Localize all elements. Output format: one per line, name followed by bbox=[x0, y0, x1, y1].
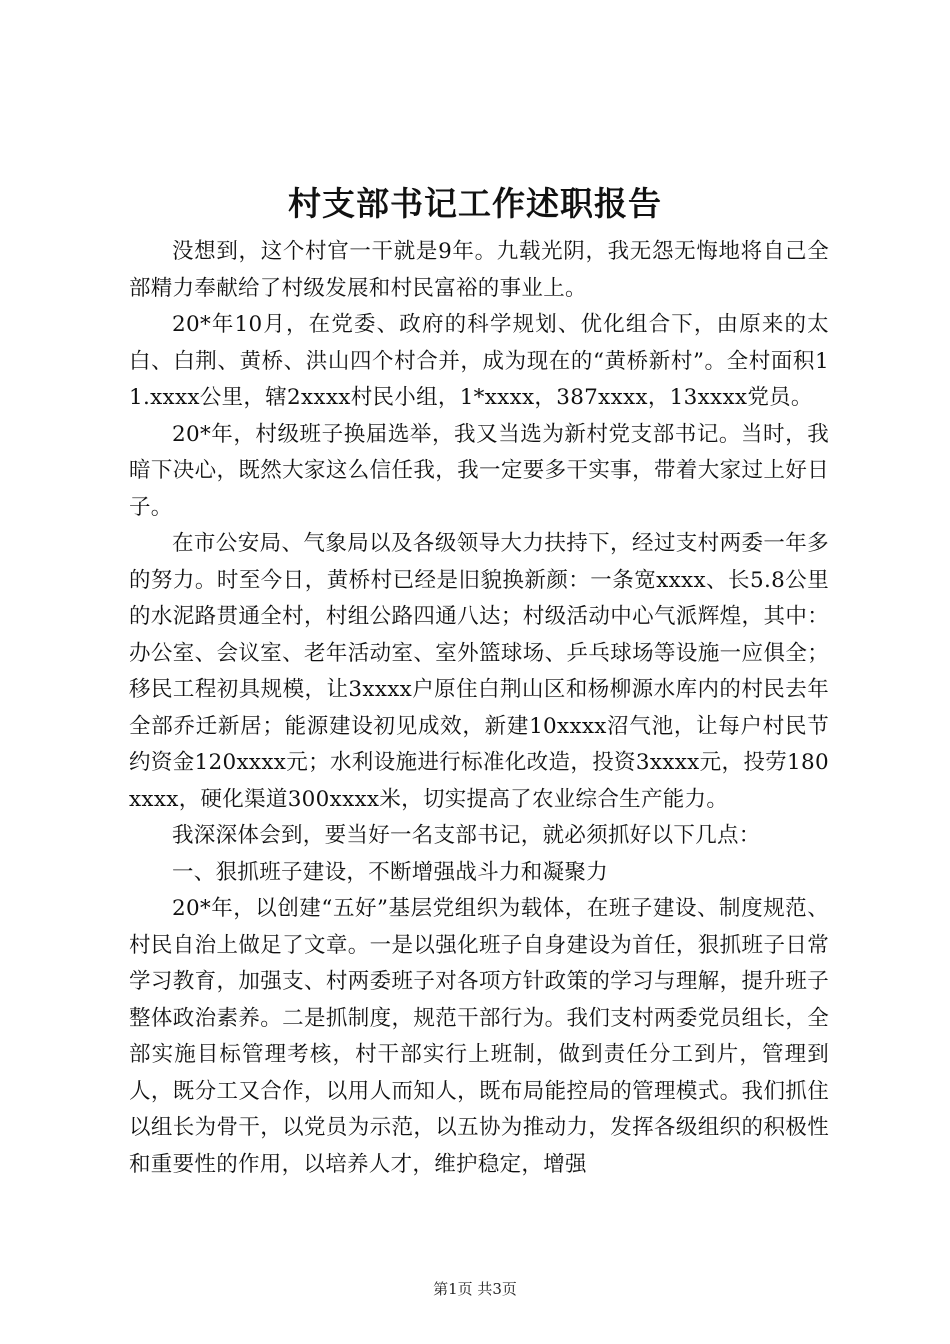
paragraph-3: 20*年，村级班子换届选举，我又当选为新村党支部书记。当时，我暗下决心，既然大家这么信任我，我一定要多干实事，带着大家过上好日子。 bbox=[129, 421, 829, 520]
page-footer: 第1页 共3页 bbox=[433, 1280, 517, 1298]
paragraph-6: 20*年，以创建“五好”基层党组织为载体，在班子建设、制度规范、村民自治上做足了文章。一是以强化班子自身建设为首任，狠抓班子日常学习教育，加强支、村两委班子对各项方针政策的学习与理解，提升班子整体政治素养。二是抓制度，规范干部行为。我们支村两委党员组长，全部实施目标管理考核，村干部实行上班制，做到责任分工到片，管理到人，既分工又合作，以用人而知人，既布局能控局的管理模式。我们抓住以组长为骨干，以党员为示范，以五协为推动力，发挥各级组织的积极性和重要性的作用，以培养人才，维护稳定，增强 bbox=[129, 896, 829, 1177]
document-title: 村支部书记工作述职报告 bbox=[288, 184, 662, 223]
paragraph-2: 20*年10月，在党委、政府的科学规划、优化组合下，由原来的太白、白荆、黄桥、洪山四个村合并，成为现在的“黄桥新村”。全村面积11.xxxx公里，辖2xxxx村民小组，1*xxxx，387xxxx，13xxxx党员。 bbox=[129, 312, 829, 410]
paragraph-5: 我深深体会到，要当好一名支部书记，就必须抓好以下几点： bbox=[172, 823, 761, 848]
document-body bbox=[129, 234, 829, 1183]
paragraph-1: 没想到，这个村官一干就是9年。九载光阴，我无怨无悔地将自己全部精力奉献给了村级发展和村民富裕的事业上。 bbox=[129, 239, 829, 301]
paragraph-4: 在市公安局、气象局以及各级领导大力扶持下，经过支村两委一年多的努力。时至今日，黄桥村已经是旧貌换新颜：一条宽xxxx、长5.8公里的水泥路贯通全村，村组公路四通八达；村级活动中心气派辉煌，其中：办公室、会议室、老年活动室、室外篮球场、乒乓球场等设施一应俱全；移民工程初具规模，让3xxxx户原住白荆山区和杨柳源水库内的村民去年全部乔迁新居；能源建设初见成效，新建10xxxx沼气池，让每户村民节约资金120xxxx元；水利设施进行标准化改造，投资3xxxx元，投劳180xxxx，硬化渠道300xxxx米，切实提高了农业综合生产能力。 bbox=[129, 531, 829, 812]
section-heading-1: 一、狠抓班子建设，不断增强战斗力和凝聚力 bbox=[172, 859, 609, 885]
